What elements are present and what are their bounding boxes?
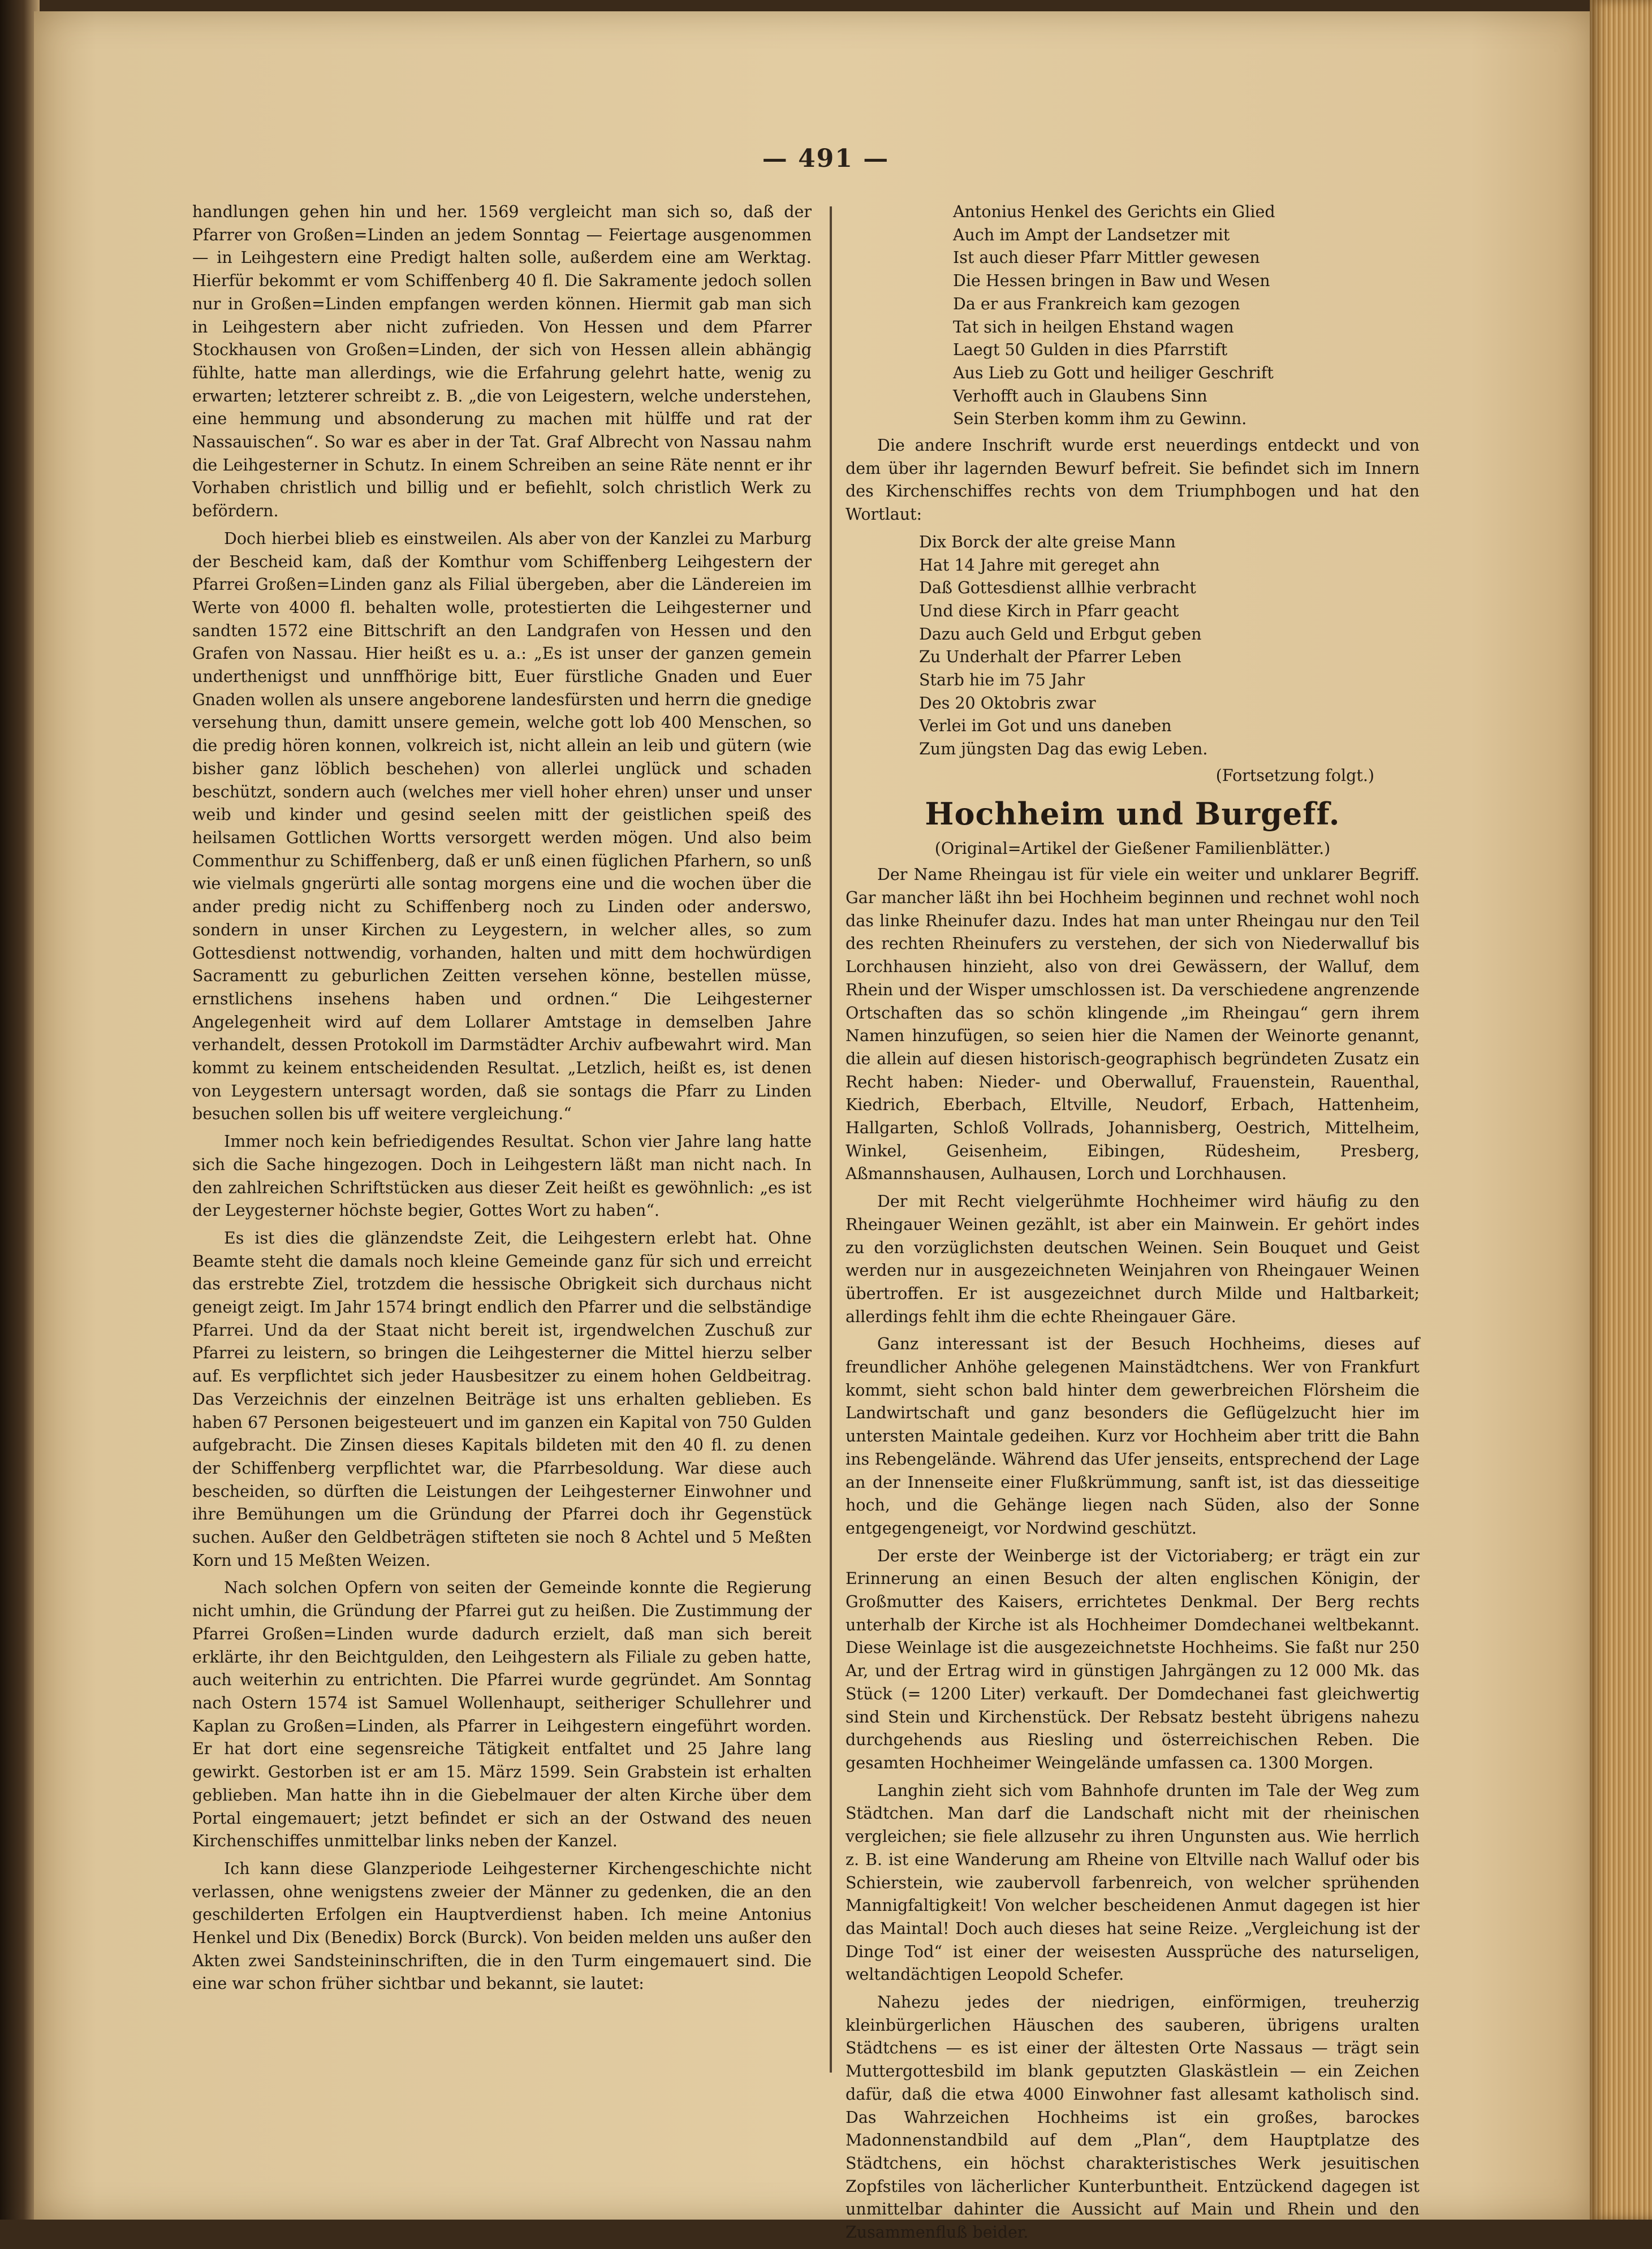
- paragraph: Langhin zieht sich vom Bahnhofe drunten im Tale der Weg zum Städtchen. Man darf die Landschaft nicht mit der rheinischen vergleichen; sie fiele allzusehr zu ihren Ungunsten aus. Wie herrlich z. B. ist eine Wanderung am Rheine von Eltville nach Walluf oder bis Schierstein, wie zaubervoll farbenreich, von welcher sprühenden Mannigfaltigkeit! Von welcher bescheidenen Anmut dagegen ist hier das Maintal! Doch auch dieses hat seine Reize. „Vergleichung ist der Dinge Tod“ ist einer der weisesten Aussprüche des naturseligen, weltandächtigen Leopold Schefer.: [846, 1781, 1420, 1984]
- poem-line: Verhofft auch in Glaubens Sinn: [953, 386, 1207, 405]
- poem-line: Ist auch dieser Pfarr Mittler gewesen: [953, 248, 1260, 267]
- paragraph: Ich kann diese Glanzperiode Leihgesterner Kirchengeschichte nicht verlassen, ohne wenigstens zweier der Männer zu gedenken, die an den geschilderten Erfolgen ein Hauptverdienst haben. Ich meine Antonius Henkel und Dix (Benedix) Borck (Burck). Von beiden melden uns außer den Akten zwei Sandsteininschriften, die in den Turm eingemauert sind. Die eine war schon früher sichtbar und bekannt, sie lautet:: [192, 1859, 812, 1993]
- poem-line: Zum jüngsten Dag das ewig Leben.: [919, 740, 1208, 759]
- poem-line: Da er aus Frankreich kam gezogen: [953, 294, 1240, 313]
- poem-line: Verlei im Got und uns daneben: [919, 716, 1172, 736]
- left-column: [192, 201, 812, 2000]
- poem-line: Laegt 50 Gulden in dies Pfarrstift: [953, 340, 1228, 360]
- continuation-note: (Fortsetzung folgt.): [1215, 766, 1374, 785]
- column-divider: [830, 206, 832, 2073]
- page-edge-stack: [1590, 0, 1652, 2220]
- paragraph: handlungen gehen hin und her. 1569 vergleicht man sich so, daß der Pfarrer von Großen=Linden an jedem Sonntag — Feiertage ausgenommen — in Leihgestern eine Predigt halten solle, außerdem eine am Werktag. Hierfür bekommt er vom Schiffenberg 40 fl. Die Sakramente jedoch sollen nur in Großen=Linden empfangen werden können. Hiermit gab man sich in Leihgestern aber nicht zufrieden. Von Hessen und dem Pfarrer Stockhausen von Großen=Linden, der sich von Hessen allein abhängig fühlte, hatte man allerdings, wie die Erfahrung gelehrt hatte, wenig zu erwarten; letzterer schreibt z. B. „die von Leigestern, welche understehen, eine hemmung und absonderung zu machen mit hülffe und rat der Nassauischen“. So war es aber in der Tat. Graf Albrecht von Nassau nahm die Leihgesterner in Schutz. In einem Schreiben an seine Räte nennt er ihr Vorhaben christlich und billig und er befiehlt, solch christlich Werk zu befördern.: [192, 202, 812, 521]
- paragraph: Die andere Inschrift wurde erst neuerdings entdeckt und von dem über ihr lagernden Bewurf befreit. Sie befindet sich im Innern des Kirchenschiffes rechts von dem Triumphbogen und hat den Wortlaut:: [846, 436, 1420, 524]
- paragraph: Es ist dies die glänzendste Zeit, die Leihgestern erlebt hat. Ohne Beamte steht die damals noch kleine Gemeinde ganz für sich und erreicht das erstrebte Ziel, trotzdem die hessische Obrigkeit sich durchaus nicht geneigt zeigt. Im Jahr 1574 bringt endlich den Pfarrer und die selbständige Pfarrei. Und da der Staat nicht bereit ist, irgendwelchen Zuschuß zur Pfarrei zu leistern, so bringen die Leihgesterner die Mittel hierzu selber auf. Es verpflichtet sich jeder Hausbesitzer zu einem hohen Geldbeitrag. Das Verzeichnis der einzelnen Beiträge ist uns erhalten geblieben. Es haben 67 Personen beigesteuert und im ganzen ein Kapital von 750 Gulden aufgebracht. Die Zinsen dieses Kapitals bildeten mit den 40 fl. zu denen der Schiffenberg verpflichtet war, die Pfarrbesoldung. War diese auch bescheiden, so dürften die Leistungen der Leihgesterner Einwohner und ihre Bemühungen um die Gründung der Pfarrei doch ihr Gegenstück suchen. Außer den Geldbeträgen stifteten sie noch 8 Achtel und 5 Meßten Korn und 15 Meßten Weizen.: [192, 1228, 812, 1570]
- poem-line: Zu Underhalt der Pfarrer Leben: [919, 647, 1181, 667]
- poem-line: Dix Borck der alte greise Mann: [919, 532, 1176, 551]
- poem-line: Daß Gottesdienst allhie verbracht: [919, 579, 1196, 598]
- poem-line: Starb hie im 75 Jahr: [919, 671, 1085, 690]
- poem-line: Sein Sterben komm ihm zu Gewinn.: [953, 409, 1247, 429]
- poem-line: Tat sich in heilgen Ehstand wagen: [953, 317, 1234, 336]
- paragraph: Ganz interessant ist der Besuch Hochheims, dieses auf freundlicher Anhöhe gelegenen Mainstädtchens. Wer von Frankfurt kommt, sieht schon bald hinter dem gewerbreichen Flörsheim die Landwirtschaft und ganz besonders die Geflügelzucht hier im untersten Maintale gedeihen. Kurz vor Hochheim aber tritt die Bahn ins Rebengelände. Während das Ufer jenseits, entsprechend der Lage an der Innenseite einer Flußkrümmung, sanft ist, ist das diesseitige hoch, und die Gehänge liegen nach Süden, also der Sonne entgegengeneigt, vor Nordwind geschützt.: [846, 1335, 1420, 1538]
- poem-line: Antonius Henkel des Gerichts ein Glied: [953, 202, 1275, 221]
- paragraph: Nahezu jedes der niedrigen, einförmigen, treuherzig kleinbürgerlichen Häuschen des sauberen, übrigens uralten Städtchens — es ist einer der ältesten Orte Nassaus — trägt sein Muttergottesbild im blank geputzten Glaskästlein — ein Zeichen dafür, daß die etwa 4000 Einwohner fast allesamt katholisch sind. Das Wahrzeichen Hochheims ist ein großes, barockes Madonnenstandbild auf dem „Plan“, dem Hauptplatze des Städtchens, ein höchst charakteristisches Werk jesuitischen Zopfstiles von lächerlicher Kunterbuntheit. Entzückend dagegen ist unmittelbar dahinter die Aussicht auf Main und Rhein und den Zusammenfluß beider.: [846, 1993, 1420, 2242]
- poem-line: Auch im Ampt der Landsetzer mit: [953, 225, 1230, 244]
- poem-line: Und diese Kirch in Pfarr geacht: [919, 601, 1179, 620]
- inscription-henkel: [846, 201, 1420, 431]
- inscription-borck: [846, 531, 1420, 761]
- article-title: Hochheim und Burgeff.: [925, 795, 1340, 832]
- paragraph: Der erste der Weinberge ist der Victoriaberg; er trägt ein zur Erinnerung an einen Besuch der alten englischen Königin, der Großmutter des Kaisers, errichtetes Denkmal. Der Berg rechts unterhalb der Kirche ist als Hochheimer Domdechanei weltbekannt. Diese Weinlage ist die ausgezeichnetste Hochheims. Sie faßt nur 250 Ar, und der Ertrag wird in günstigen Jahrgängen zu 12 000 Mk. das Stück (= 1200 Liter) verkauft. Der Domdechanei fast gleichwertig sind Stein und Kirchenstück. Der Rebsatz besteht übrigens nahezu durchgehends aus Riesling und österreichischen Reben. Die gesamten Hochheimer Weingelände umfassen ca. 1300 Morgen.: [846, 1546, 1420, 1772]
- paragraph: Der mit Recht vielgerühmte Hochheimer wird häufig zu den Rheingauer Weinen gezählt, ist aber ein Mainwein. Er gehört indes zu den vorzüglichsten deutschen Weinen. Sein Bouquet und Geist werden nur in ausgezeichneten Weinjahren von Rheingauer Weinen übertroffen. Er ist ausgezeichnet durch Milde und Haltbarkeit; allerdings fehlt ihm die echte Rheingauer Gäre.: [846, 1192, 1420, 1326]
- paragraph: Immer noch kein befriedigendes Resultat. Schon vier Jahre lang hatte sich die Sache hingezogen. Doch in Leihgestern läßt man nicht nach. In den zahlreichen Schriftstücken aus dieser Zeit heißt es gewöhnlich: „es ist der Leygesterner höchste begier, Gottes Wort zu haben“.: [192, 1132, 812, 1220]
- poem-line: Hat 14 Jahre mit gereget ahn: [919, 555, 1160, 575]
- poem-line: Die Hessen bringen in Baw und Wesen: [953, 271, 1270, 291]
- poem-line: Dazu auch Geld und Erbgut geben: [919, 624, 1202, 644]
- poem-line: Des 20 Oktobris zwar: [919, 693, 1096, 713]
- paragraph: Doch hierbei blieb es einstweilen. Als aber von der Kanzlei zu Marburg der Bescheid kam, daß der Komthur vom Schiffenberg Leihgestern der Pfarrei Großen=Linden ganz als Filial übergeben, aber die Ländereien im Werte von 4000 fl. behalten wolle, protestierten die Leihgesterner und sandten 1572 eine Bittschrift an den Landgrafen von Hessen und den Grafen von Nassau. Hier heißt es u. a.: „Es ist unser der ganzen gemein underthenigst und unnffhörige bitt, Euer fürstliche Gnaden und Euer Gnaden wollen als unsere angeborene landesfürsten und herrn die gnedige versehung thun, damitt unsere gemein, welche gott lob 400 Menschen, so die predig hören konnen, volkreich ist, nicht allein an leib und gütern (wie bisher ganz löblich beschehen) von allerlei unglück und schaden beschützt, sondern auch (welches mer viell hoher ehren) unser und unser weib und kinder und gesind seelen mitt der geistlichen speiß des heilsamen Gottlichen Wortts versorgett werden mögen. Und also beim Commenthur zu Schiffenberg, daß er unß einen füglichen Pfarhern, so unß wie vielmals gngerürti alle sontag morgens eine und die wochen über die ander predig nicht zu Schiffenberg noch zu Linden oder anderswo, sondern in unser Kirchen zu Leygestern, in welcher alles, so zum Gottesdienst nottwendig, vorhanden, halten und mitt dem hochwürdigen Sacramentt zu geburlichen Zeitten versehen könne, bestellen müsse, ernstlichens insehens haben und ordnen.“ Die Leihgesterner Angelegenheit wird auf dem Lollarer Amtstage in demselben Jahre verhandelt, dessen Protokoll im Darmstädter Archiv aufbewahrt wird. Man kommt zu keinem entscheidenden Resultat. „Letzlich, heißt es, ist denen von Leygestern untersagt worden, daß sie sontags die Pfarr zu Linden besuchen sollen bis uff weitere vergleichung.“: [192, 529, 812, 1124]
- article-subtitle: (Original=Artikel der Gießener Familienblätter.): [934, 839, 1331, 858]
- poem-line: Aus Lieb zu Gott und heiliger Geschrift: [953, 363, 1274, 382]
- paragraph: Nach solchen Opfern von seiten der Gemeinde konnte die Regierung nicht umhin, die Gründung der Pfarrei gut zu heißen. Die Zustimmung der Pfarrei Großen=Linden wurde dadurch erzielt, daß man sich bereit erklärte, ihr den Beichtgulden, den Leihgestern als Filiale zu geben hatte, auch weiterhin zu entrichten. Die Pfarrei wurde gegründet. Am Sonntag nach Ostern 1574 ist Samuel Wollenhaupt, seitheriger Schullehrer und Kaplan zu Großen=Linden, als Pfarrer in Leihgestern eingeführt worden. Er hat dort eine segensreiche Tätigkeit entfaltet und 25 Jahre lang gewirkt. Gestorben ist er am 15. März 1599. Sein Grabstein ist erhalten geblieben. Man hatte ihn in die Giebelmauer der alten Kirche über dem Portal eingemauert; jetzt befindet er sich an der Ostwand des neuen Kirchenschiffes unmittelbar links neben der Kanzel.: [192, 1578, 812, 1851]
- paragraph: Der Name Rheingau ist für viele ein weiter und unklarer Begriff. Gar mancher läßt ihn bei Hochheim beginnen und rechnet wohl noch das linke Rheinufer dazu. Indes hat man unter Rheingau nur den Teil des rechten Rheinufers zu verstehen, der sich von Niederwalluf bis Lorchhausen hinzieht, also von drei Gewässern, der Walluf, dem Rhein und der Wisper umschlossen ist. Da verschiedene angrenzende Ortschaften das so schön klingende „im Rheingau“ gern ihrem Namen hinzufügen, so seien hier die Namen der Weinorte genannt, die allein auf diesen historisch-geographisch begründeten Zusatz ein Recht haben: Nieder- und Oberwalluf, Frauenstein, Rauenthal, Kiedrich, Eberbach, Eltville, Neudorf, Erbach, Hattenheim, Hallgarten, Schloß Vollrads, Johannisberg, Oestrich, Mittelheim, Winkel, Geisenheim, Eibingen, Rüdesheim, Presberg, Aßmannshausen, Aulhausen, Lorch und Lorchhausen.: [846, 865, 1420, 1184]
- right-column: [846, 201, 1420, 2249]
- page-number: — 491 —: [762, 144, 890, 173]
